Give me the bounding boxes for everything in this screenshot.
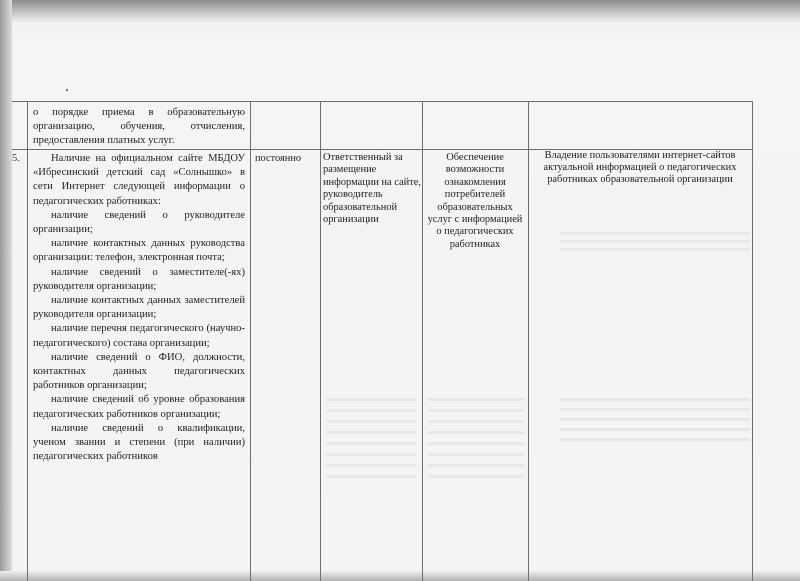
table-border: [12, 101, 753, 102]
previous-row-text: о порядке приема в образовательную организацию, обучения, отчисления, предоставления платных услуг.: [33, 107, 245, 147]
criteria-line: наличие контактных данных заместителей руководителя организации;: [33, 295, 245, 321]
table-border: [250, 101, 251, 581]
criteria-cell: [33, 152, 245, 464]
criteria-line: наличие сведений о заместителе(-ях) руководителя организации;: [33, 266, 245, 292]
criteria-line: наличие сведений о квалификации, ученом звании и степени (при наличии) педагогических работников: [33, 422, 245, 463]
criteria-line: наличие сведений о ФИО, должности, контактных данных педагогических работников организации;: [33, 351, 245, 392]
responsible-cell: Ответственный за размещение информации на сайте, руководитель образовательной организации: [323, 152, 421, 226]
criteria-line: наличие перечня педагогического (научно-педагогического) состава организации;: [33, 323, 245, 349]
indicator-cell: Владение пользователями интернет-сайтов актуальной информацией о педагогических работниках образовательной организации: [543, 150, 737, 186]
criteria-line: Наличие на официальном сайте МБДОУ «Ибресинский детский сад «Солнышко» в сети Интернет следующей информации о педагогических работниках:: [33, 153, 245, 207]
row-number: 5.: [12, 153, 20, 164]
criteria-line: наличие сведений об уровне образования педагогических работников организации;: [33, 394, 245, 420]
term-cell: постоянно: [255, 153, 302, 164]
table-border: [528, 101, 529, 581]
table-border: [320, 101, 321, 581]
table-border: [422, 101, 423, 581]
table-border: [27, 101, 28, 581]
table-border: [752, 101, 753, 581]
criteria-line: наличие контактных данных руководства организации: телефон, электронная почта;: [33, 238, 245, 264]
criteria-line: наличие сведений о руководителе организации;: [33, 209, 245, 236]
result-cell: Обеспечение возможности ознакомления потребителей образовательных услуг с информацией о педагогических работниках: [427, 152, 523, 250]
